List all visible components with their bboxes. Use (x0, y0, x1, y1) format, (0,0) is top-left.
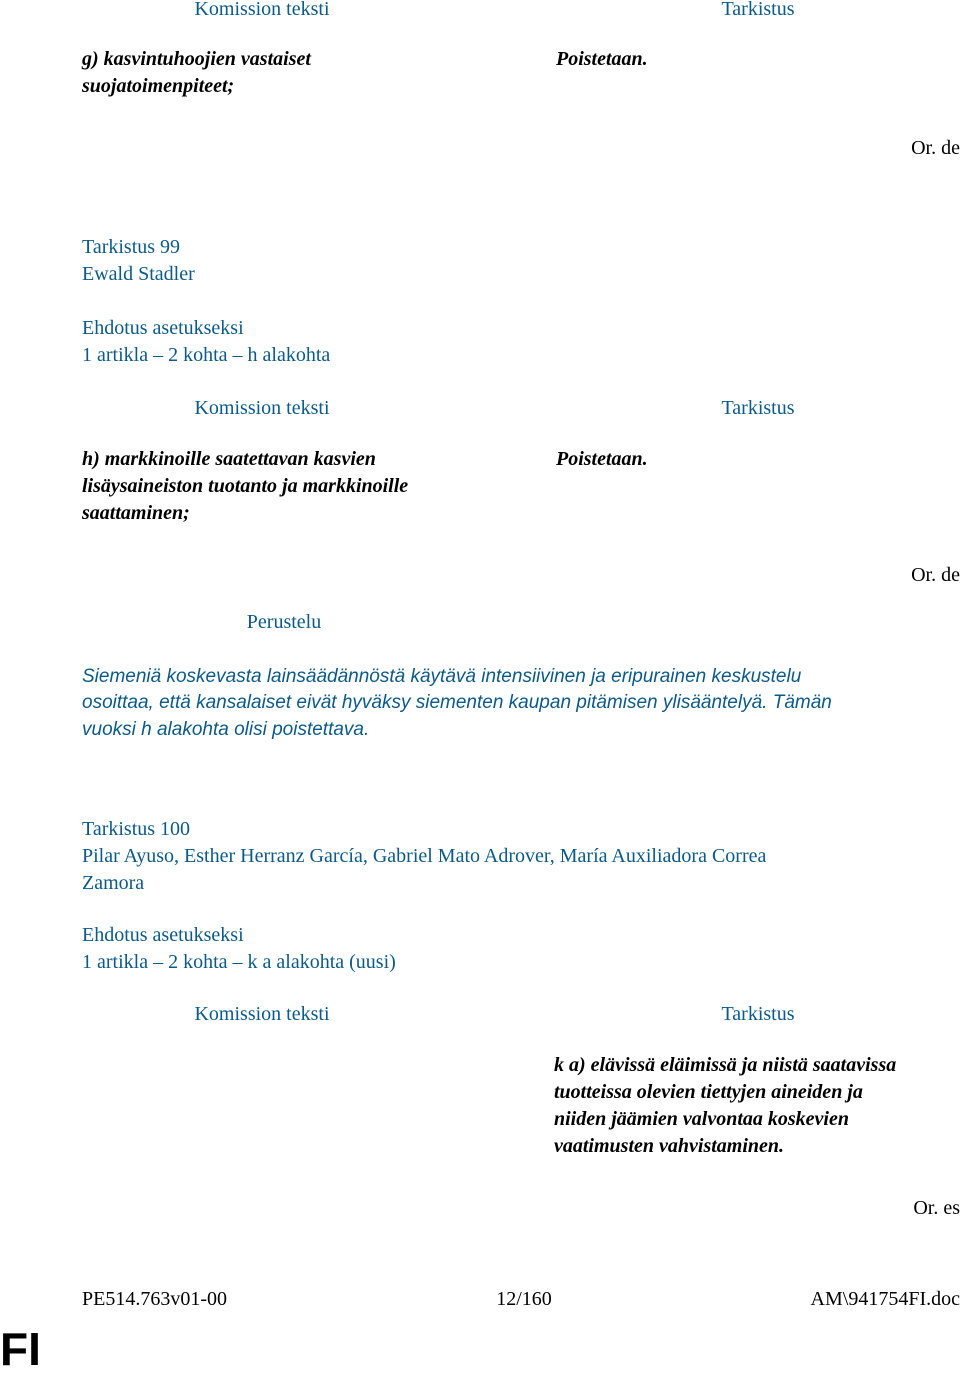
amendment-text: Poistetaan. (556, 448, 648, 470)
commission-text-line: saattaminen; (82, 502, 190, 524)
original-language: Or. de (911, 137, 960, 159)
amendment-author: Zamora (82, 872, 145, 894)
amendment-author: Pilar Ayuso, Esther Herranz García, Gabriel Mato Adrover, María Auxiliadora Correa (82, 845, 767, 867)
footer-document-name: AM\941754FI.doc (810, 1288, 960, 1310)
article-reference: 1 artikla – 2 kohta – h alakohta (82, 344, 331, 366)
amendment-text-line: k a) elävissä eläimissä ja niistä saatavissa (554, 1054, 897, 1076)
justification-line: osoittaa, että kansalaiset eivät hyväksy siementen kaupan pitämisen ylisääntelyä. Tämän (82, 692, 832, 713)
language-mark: FI (0, 1323, 41, 1375)
amendment-header: Tarkistus (721, 1003, 795, 1025)
proposal-title: Ehdotus asetukseksi (82, 317, 244, 339)
amendment-author: Ewald Stadler (82, 263, 195, 285)
amendment-number: Tarkistus 99 (82, 236, 181, 258)
article-reference: 1 artikla – 2 kohta – k a alakohta (uusi) (82, 951, 396, 973)
amendment-text-line: vaatimusten vahvistaminen. (554, 1135, 785, 1157)
commission-text-header: Komission teksti (194, 397, 330, 419)
footer-page-number: 12/160 (496, 1288, 552, 1310)
commission-text-header: Komission teksti (194, 0, 330, 20)
justification-heading: Perustelu (246, 611, 322, 633)
commission-text-line: h) markkinoille saatettavan kasvien (82, 448, 376, 470)
amendment-text-line: niiden jäämien valvontaa koskevien (554, 1108, 849, 1130)
proposal-title: Ehdotus asetukseksi (82, 924, 244, 946)
justification-line: Siemeniä koskevasta lainsäädännöstä käytävä intensiivinen ja eripurainen keskustelu (82, 666, 802, 687)
footer-reference: PE514.763v01-00 (82, 1288, 227, 1310)
justification-line: vuoksi h alakohta olisi poistettava. (82, 719, 370, 740)
commission-text-line: suojatoimenpiteet; (82, 75, 235, 97)
commission-text-header: Komission teksti (194, 1003, 330, 1025)
amendment-header: Tarkistus (721, 397, 795, 419)
amendment-text: Poistetaan. (556, 48, 648, 70)
original-language: Or. es (913, 1197, 960, 1219)
commission-text-line: g) kasvintuhoojien vastaiset (82, 48, 311, 70)
commission-text-line: lisäysaineiston tuotanto ja markkinoille (82, 475, 409, 497)
amendment-text-line: tuotteissa olevien tiettyjen aineiden ja (554, 1081, 863, 1103)
amendment-number: Tarkistus 100 (82, 818, 191, 840)
amendment-header: Tarkistus (721, 0, 795, 20)
original-language: Or. de (911, 564, 960, 586)
